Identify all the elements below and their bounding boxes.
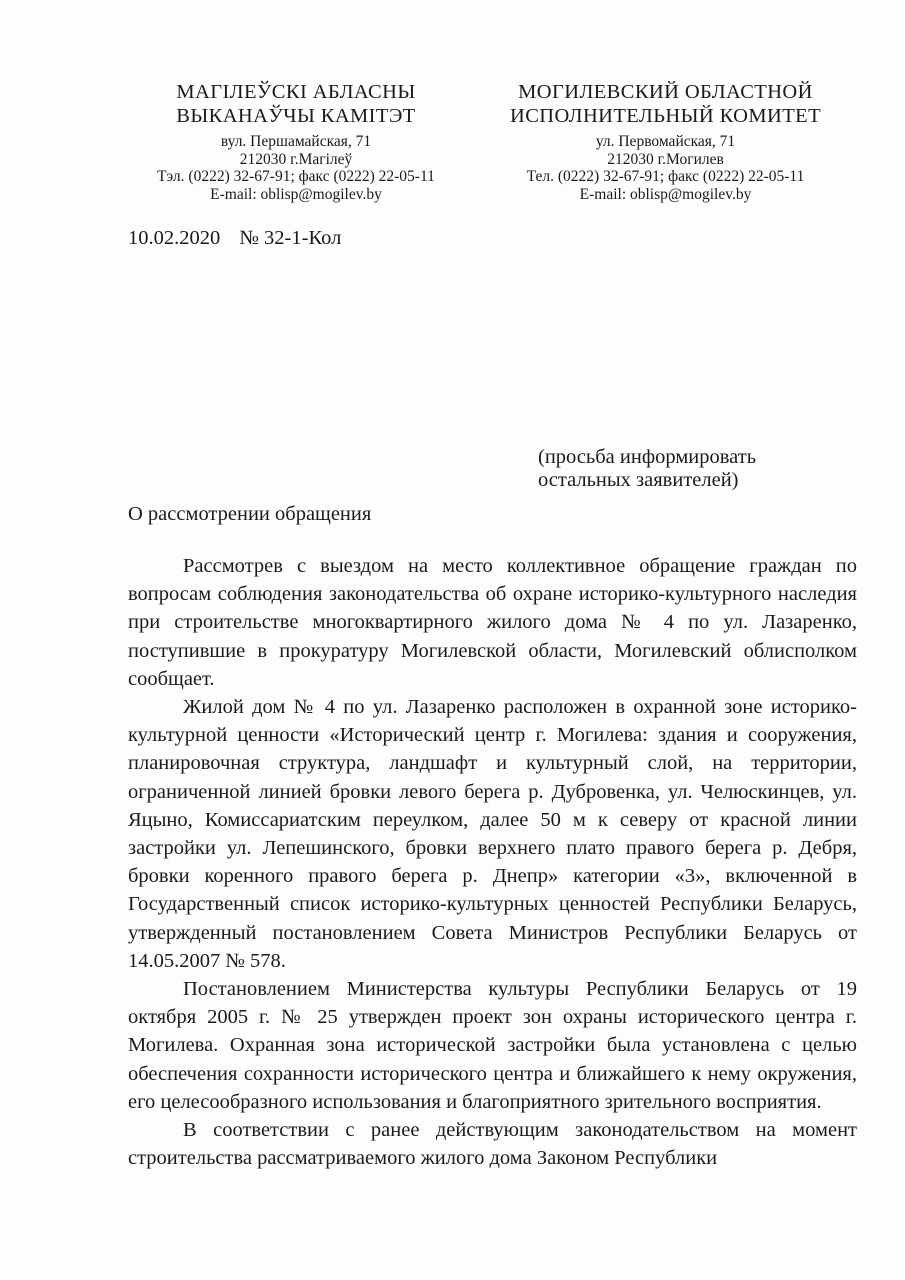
letterhead-belarusian bbox=[112, 80, 480, 203]
letter-body bbox=[128, 552, 857, 1172]
org-name-belarusian bbox=[112, 80, 480, 128]
margin-note bbox=[538, 446, 756, 492]
org-name-line: ИСПОЛНИТЕЛЬНЫЙ КОМИТЕТ bbox=[509, 105, 821, 127]
subject-line: О рассмотрении обращения bbox=[128, 503, 372, 525]
body-paragraph: Жилой дом № 4 по ул. Лазаренко расположен в охранной зоне историко-культурной ценности «Исторический центр г. Могилева: здания и сооружения, планировочная структура, ландшафт и культурный слой, на территории, ограниченной линией бровки левого берега р. Дубровенка, ул. Челюскинцев, ул. Яцыно, Комиссариатским переулком, далее 50 м к северу от красной линии застройки ул. Лепешинского, бровки верхнего плато правого берега р. Дебря, бровки коренного правого берега р. Днепр» категории «3», включенной в Государственный список историко-культурных ценностей Республики Беларусь, утвержденный постановлением Совета Министров Республики Беларусь от 14.05.2007 № 578. bbox=[128, 696, 857, 972]
document-date: 10.02.2020 bbox=[128, 227, 221, 249]
email-address: E-mail: oblisp@mogilev.by bbox=[579, 185, 752, 203]
org-name-line: МОГИЛЕВСКИЙ ОБЛАСТНОЙ bbox=[518, 81, 813, 103]
org-contacts-russian bbox=[478, 133, 853, 203]
email-address: E-mail: oblisp@mogilev.by bbox=[210, 185, 382, 203]
margin-note-line: (просьба информировать bbox=[538, 446, 757, 468]
street-address: ул. Первомайская, 71 bbox=[595, 133, 736, 150]
body-paragraph: В соответствии с ранее действующим законодательством на момент строительства рассматриваемого жилого дома Законом Республики bbox=[128, 1119, 857, 1170]
document-number: № 32-1-Кол bbox=[239, 227, 342, 249]
postal-city: 212030 г.Магілеў bbox=[239, 150, 353, 168]
postal-city: 212030 г.Могилев bbox=[607, 150, 724, 168]
org-contacts-belarusian bbox=[112, 133, 480, 203]
letterhead-russian bbox=[478, 80, 853, 203]
body-paragraph: Рассмотрев с выездом на место коллективное обращение граждан по вопросам соблюдения законодательства об охране историко-культурного наследия при строительстве многоквартирного жилого дома № 4 по ул. Лазаренко, поступившие в прокуратуру Могилевской области, Могилевский облисполком сообщает. bbox=[128, 555, 857, 690]
margin-note-line: остальных заявителей) bbox=[538, 469, 739, 491]
org-name-line: МАГІЛЕЎСКІ АБЛАСНЫ bbox=[176, 81, 416, 103]
phone-fax: Тэл. (0222) 32-67-91; факс (0222) 22-05-11 bbox=[157, 168, 435, 185]
org-name-russian bbox=[478, 80, 853, 128]
reference-line bbox=[128, 227, 341, 250]
street-address: вул. Першамайская, 71 bbox=[220, 133, 372, 150]
org-name-line: ВЫКАНАЎЧЫ КАМІТЭТ bbox=[176, 105, 416, 127]
phone-fax: Тел. (0222) 32-67-91; факс (0222) 22-05-11 bbox=[526, 168, 805, 185]
body-paragraph: Постановлением Министерства культуры Республики Беларусь от 19 октября 2005 г. № 25 утвержден проект зон охраны исторического центра г. Могилева. Охранная зона исторической застройки была установлена с целью обеспечения сохранности исторического центра и ближайшего к нему окружения, его целесообразного использования и благоприятного зрительного восприятия. bbox=[128, 978, 857, 1113]
